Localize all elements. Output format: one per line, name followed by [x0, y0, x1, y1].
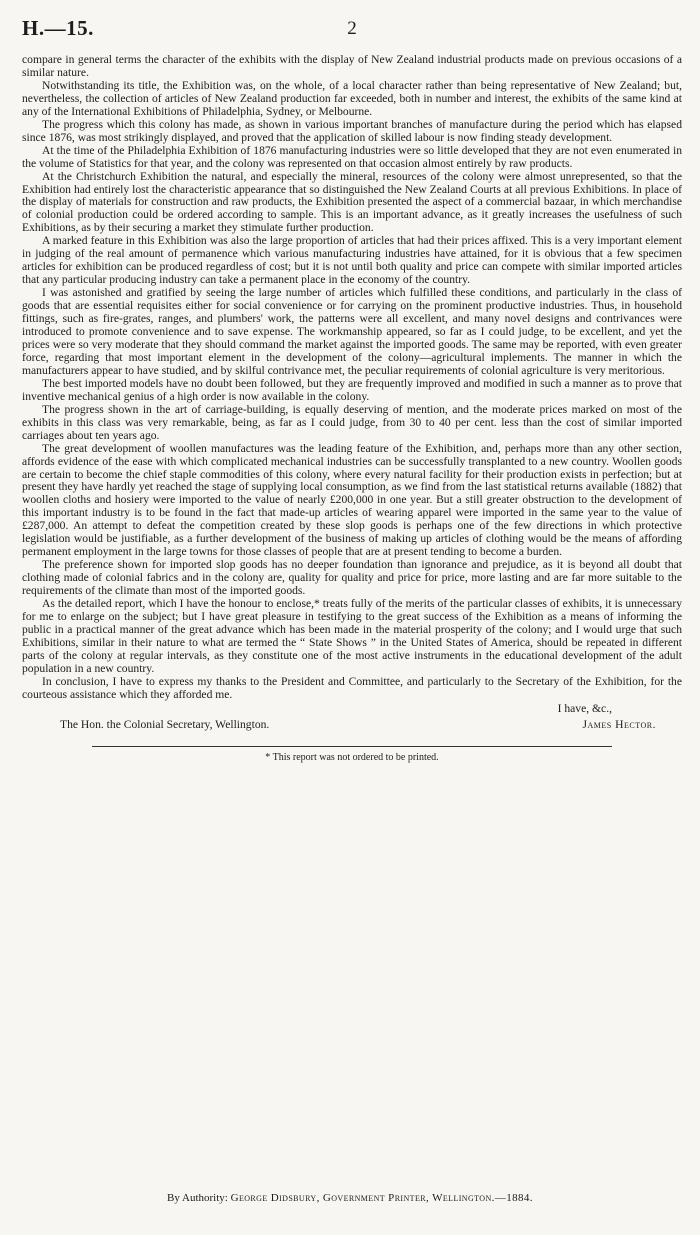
paragraph-2: Notwithstanding its title, the Exhibition was, on the whole, of a local character rather than being representative of New Zealand; but, nevertheless, the collection of articles of New Zealand production far exceeded, both in number and interest, the exhibits of the same kind at any of the International Exhibitions of Philadelphia, Sydney, or Melbourne.	[22, 78, 682, 118]
paragraph-10: The great development of woollen manufactures was the leading feature of the Exhibition, and, perhaps more than any other section, affords evidence of the ease with which complicated mechanical industries can be successfully transplanted to a new country. Woollen goods are certain to become the chief staple commodities of this colony, where every natural facility for their production exists in perfection; but at present they have hardly yet reached the stage of supplying local consumption, as we find from the last statistical returns available (1882) that woollen cloths and hosiery were imported to the value of nearly £200,000 in one year. But a still greater obstruction to the development of this important industry is to be found in the fact that made-up articles of wearing apparel were imported in the same year to the value of £287,000. An attempt to defeat the competition created by these slop goods is perhaps one of the few directions in which protective legislation would be justifiable, as a further development of the business of making up articles of clothing would be the means of affording permanent employment in the large towns for those classes of people that are at present tending to become a burden.	[22, 441, 682, 559]
report-body	[22, 54, 682, 702]
paragraph-1: compare in general terms the character of the exhibits with the display of New Zealand industrial products made on previous occasions of a similar nature.	[22, 53, 682, 79]
addressee: The Hon. the Colonial Secretary, Wellington.	[60, 717, 270, 731]
paragraph-5: At the Christchurch Exhibition the natural, and especially the mineral, resources of the colony were almost unrepresented, so that the Exhibition had entirely lost the characteristic appearance that so distinguished the New Zealand Courts at all previous Exhibitions. In place of the display of materials for construction and raw products, the Exhibition presented the aspect of a commercial bazaar, in which merchandise of colonial production could be ordered according to sample. This is an important advance, as it greatly increases the usefulness of such Exhibitions, as by their securing a market they stimulate further production.	[22, 169, 682, 235]
paragraph-11: The preference shown for imported slop goods has no deeper foundation than ignorance and prejudice, as it is beyond all doubt that clothing made of colonial fabrics and in the colony are, quality for quality and price for price, more lasting and are far more suitable to the requirements of the climate than most of the imported goods.	[22, 558, 682, 598]
paragraph-13: In conclusion, I have to express my thanks to the President and Committee, and particularly to the Secretary of the Exhibition, for the courteous assistance which they afforded me.	[22, 674, 682, 701]
signature: James Hector.	[582, 717, 656, 731]
paragraph-7: I was astonished and gratified by seeing the large number of articles which fulfilled these conditions, and particularly in the class of goods that are essential requisites either for social convenience or for carrying on the prominent productive industries. Thus, in household fittings, such as fire-grates, ranges, and plumbers' work, the patterns were all excellent, and many novel designs and contrivances were introduced to promote convenience and to save expense. The workmanship appeared, so far as I could judge, to be excellent, and yet the prices were so very moderate that they should command the market against the imported goods. The same may be reported, with even greater force, regarding that most important element in the development of the colony—agricultural implements. The manner in which the manufacturers appear to have studied, and by skilful contrivance met, the peculiar requirements of colonial agriculture is very meritorious.	[22, 286, 682, 377]
imprint-printer: George Didsbury, Government Printer, Wellington.—1884.	[230, 1192, 533, 1204]
paragraph-3: The progress which this colony has made, as shown in various important branches of manufacture during the period which has elapsed since 1876, was most strikingly displayed, and proved that the application of skilled labour is now finding steady development.	[22, 117, 682, 144]
footnote-divider	[92, 746, 612, 747]
imprint-prefix: By Authority:	[167, 1192, 228, 1204]
letter-closing	[22, 702, 682, 744]
paragraph-4: At the time of the Philadelphia Exhibition of 1876 manufacturing industries were so little developed that they are not even enumerated in the volume of Statistics for that year, and the colony was represented on that occasion almost entirely by raw products.	[22, 143, 682, 170]
paragraph-6: A marked feature in this Exhibition was also the large proportion of articles that had their prices affixed. This is a very important element in judging of the real amount of permanence which various manufacturing industries have attained, for it is obvious that a few specimen articles for exhibition can be produced regardless of cost; but it is not until both quality and price can compete with similar imported articles that any particular producing industry can take a permanent place in the economy of the country.	[22, 234, 682, 287]
valediction: I have, &c.,	[557, 701, 612, 715]
printer-imprint	[0, 1192, 700, 1204]
page-number: 2	[347, 18, 357, 39]
footnote: * This report was not ordered to be printed.	[265, 751, 439, 763]
paragraph-9: The progress shown in the art of carriage-building, is equally deserving of mention, and the moderate prices marked on most of the exhibits in this class was very remarkable, being, as far as I could judge, from 30 to 40 per cent. less than the cost of similar imported carriages about ten years ago.	[22, 402, 682, 442]
page-header	[22, 16, 682, 54]
paragraph-8: The best imported models have no doubt been followed, but they are frequently improved and modified in such a manner as to prove that inventive mechanical genius of a high order is now available in the colony.	[22, 376, 682, 403]
document-reference: H.—15.	[22, 16, 94, 40]
paragraph-12: As the detailed report, which I have the honour to enclose,* treats fully of the merits of the particular classes of exhibits, it is unnecessary for me to enlarge on the subject; but I have great pleasure in testifying to the great success of the Exhibition as a means of informing the public in a practical manner of the great advance which has been made in the material prosperity of the colony; and I would urge that such Exhibitions, similar in their nature to what are termed the “ State Shows ” in the United States of America, should be repeated in different parts of the colony at regular intervals, as they constitute one of the most active instruments in the educational development of the adult population in a new country.	[22, 597, 682, 675]
